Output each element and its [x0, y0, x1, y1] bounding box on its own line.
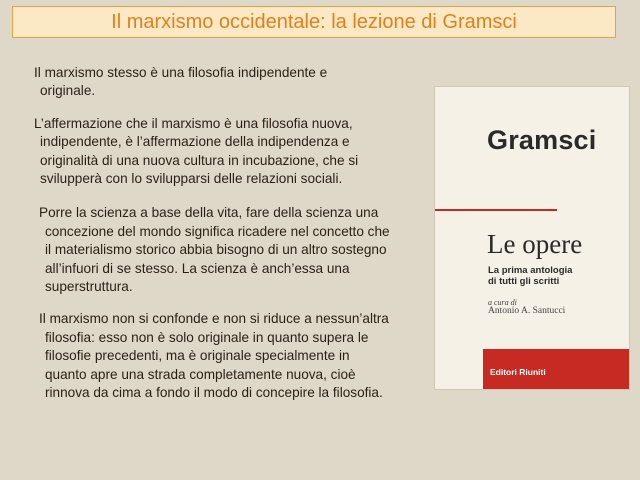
paragraph-line: quanto apre una strada completamente nuova, cioè — [45, 366, 356, 382]
paragraph-4 — [34, 310, 422, 402]
paragraph-line: Il marxismo stesso è una filosofia indipendente e — [34, 65, 328, 80]
paragraph-line: originale. — [40, 83, 96, 99]
slide-title-bar — [12, 6, 616, 38]
paragraph-line: L’affermazione che il marxismo è una filosofia nuova, — [34, 115, 353, 131]
slide-title: Il marxismo occidentale: la lezione di Gramsci — [111, 11, 517, 33]
paragraph-line: Porre la scienza a base della vita, fare della scienza una — [39, 205, 379, 221]
book-description — [488, 265, 618, 287]
book-editor-label: a cura di — [488, 298, 517, 307]
slide-body — [34, 64, 422, 417]
book-description-line: di tutti gli scritti — [488, 276, 560, 287]
cover-red-rule — [435, 209, 557, 211]
paragraph-line: concezione del mondo significa ricadere nel concetto che — [45, 223, 390, 239]
paragraph-2 — [34, 115, 422, 189]
paragraph-line: svilupperà con lo svilupparsi delle relazioni sociali. — [40, 171, 343, 187]
paragraph-line: rinnova da cima a fondo il modo di concepire la filosofia. — [45, 385, 383, 401]
paragraph-line: superstruttura. — [45, 279, 133, 295]
paragraph-line: all’infuori di se stesso. La scienza è anch’essa una — [45, 260, 350, 276]
book-publisher: Editori Riuniti — [490, 367, 546, 377]
paragraph-line: indipendente, è l’affermazione della indipendenza e — [40, 134, 350, 150]
book-cover-image — [434, 86, 630, 390]
paragraph-1 — [34, 64, 422, 101]
book-description-line: La prima antologia — [488, 265, 573, 276]
book-title: Le opere — [487, 229, 583, 259]
book-author: Gramsci — [487, 125, 597, 155]
paragraph-line: filosofia: esso non è solo originale in quanto supera le — [45, 329, 369, 345]
paragraph-line: filosofie precedenti, ma è originale specialmente in — [45, 348, 350, 364]
paragraph-3 — [34, 204, 422, 296]
paragraph-line: Il marxismo non si confonde e non si riduce a nessun’altra — [39, 311, 389, 327]
book-editor: Antonio A. Santucci — [488, 306, 566, 316]
paragraph-line: originalità di una nuova cultura in incubazione, che si — [40, 152, 359, 168]
paragraph-line: il materialismo storico abbia bisogno di un altro sostegno — [45, 242, 387, 258]
